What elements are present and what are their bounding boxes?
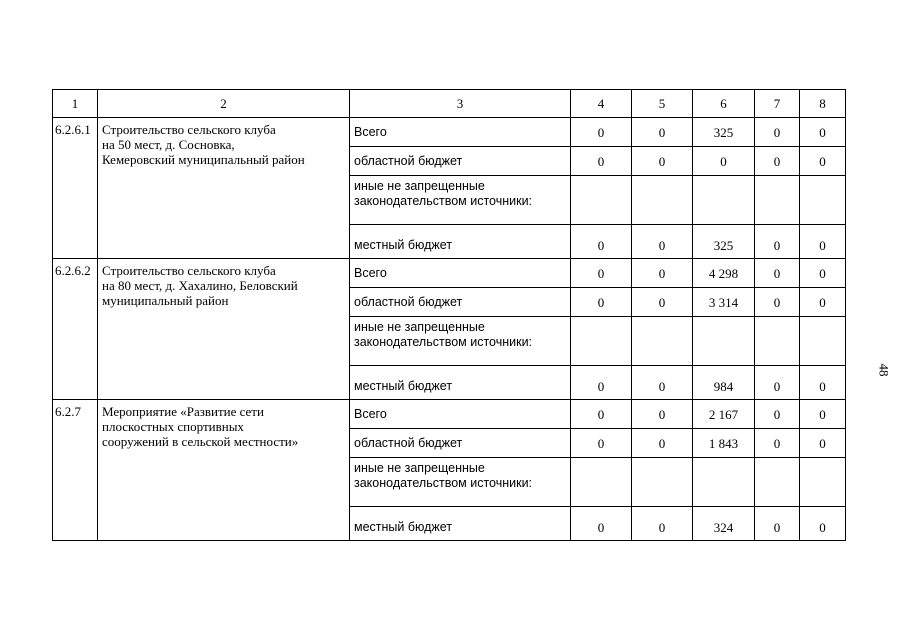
value-cell: 0 (632, 400, 693, 429)
value-cell (755, 317, 800, 366)
value-cell: 0 (571, 225, 632, 259)
value-cell: 0 (571, 259, 632, 288)
value-cell: 0 (632, 429, 693, 458)
value-cell (571, 458, 632, 507)
value-cell: 325 (693, 118, 755, 147)
value-cell: 0 (800, 507, 846, 541)
value-cell (693, 176, 755, 225)
header-cell: 2 (98, 90, 350, 118)
value-cell: 0 (632, 259, 693, 288)
item-name: Мероприятие «Развитие сети плоскостных спортивных сооружений в сельской местности» (98, 400, 350, 541)
value-cell: 4 298 (693, 259, 755, 288)
value-cell: 0 (800, 366, 846, 400)
funding-source: иные не запрещенные законодательством источники: (350, 176, 571, 225)
value-cell: 0 (571, 288, 632, 317)
funding-source: местный бюджет (350, 225, 571, 259)
value-cell (632, 458, 693, 507)
value-cell: 0 (755, 366, 800, 400)
value-cell: 0 (571, 507, 632, 541)
value-cell (632, 176, 693, 225)
value-cell (755, 458, 800, 507)
value-cell: 0 (571, 118, 632, 147)
value-cell: 0 (800, 118, 846, 147)
value-cell: 0 (755, 429, 800, 458)
funding-source: Всего (350, 259, 571, 288)
value-cell (632, 317, 693, 366)
table-row (53, 400, 846, 429)
header-cell: 1 (53, 90, 98, 118)
value-cell (755, 176, 800, 225)
value-cell: 1 843 (693, 429, 755, 458)
header-cell: 8 (800, 90, 846, 118)
header-cell: 4 (571, 90, 632, 118)
funding-source: областной бюджет (350, 147, 571, 176)
value-cell: 325 (693, 225, 755, 259)
value-cell: 0 (755, 400, 800, 429)
value-cell: 0 (632, 507, 693, 541)
value-cell: 0 (800, 259, 846, 288)
value-cell (800, 458, 846, 507)
value-cell: 0 (800, 288, 846, 317)
item-name: Строительство сельского клуба на 50 мест, д. Сосновка, Кемеровский муниципальный район (98, 118, 350, 259)
header-cell: 6 (693, 90, 755, 118)
funding-source: местный бюджет (350, 366, 571, 400)
value-cell: 0 (755, 507, 800, 541)
value-cell: 0 (755, 225, 800, 259)
page-number: 48 (876, 363, 892, 377)
value-cell (800, 317, 846, 366)
funding-source: Всего (350, 400, 571, 429)
value-cell: 0 (693, 147, 755, 176)
value-cell: 0 (800, 147, 846, 176)
funding-source: местный бюджет (350, 507, 571, 541)
item-code: 6.2.6.2 (53, 259, 98, 400)
value-cell (571, 176, 632, 225)
table-row (53, 259, 846, 288)
value-cell: 0 (571, 400, 632, 429)
value-cell: 0 (632, 225, 693, 259)
table-row (53, 118, 846, 147)
header-cell: 7 (755, 90, 800, 118)
value-cell: 0 (800, 225, 846, 259)
value-cell: 0 (632, 288, 693, 317)
value-cell: 0 (755, 259, 800, 288)
value-cell (693, 458, 755, 507)
value-cell: 0 (632, 147, 693, 176)
value-cell: 0 (632, 366, 693, 400)
header-cell: 5 (632, 90, 693, 118)
item-code: 6.2.7 (53, 400, 98, 541)
item-name: Строительство сельского клуба на 80 мест, д. Хахалино, Беловский муниципальный район (98, 259, 350, 400)
value-cell: 984 (693, 366, 755, 400)
value-cell: 0 (800, 400, 846, 429)
funding-source: областной бюджет (350, 429, 571, 458)
value-cell (571, 317, 632, 366)
value-cell: 0 (800, 429, 846, 458)
value-cell: 3 314 (693, 288, 755, 317)
value-cell: 0 (571, 147, 632, 176)
value-cell: 0 (571, 366, 632, 400)
value-cell: 2 167 (693, 400, 755, 429)
value-cell: 324 (693, 507, 755, 541)
value-cell: 0 (755, 288, 800, 317)
value-cell: 0 (632, 118, 693, 147)
budget-table (52, 89, 846, 541)
funding-source: иные не запрещенные законодательством источники: (350, 458, 571, 507)
value-cell (693, 317, 755, 366)
header-cell: 3 (350, 90, 571, 118)
value-cell: 0 (755, 147, 800, 176)
funding-source: областной бюджет (350, 288, 571, 317)
value-cell (800, 176, 846, 225)
item-code: 6.2.6.1 (53, 118, 98, 259)
value-cell: 0 (755, 118, 800, 147)
funding-source: иные не запрещенные законодательством источники: (350, 317, 571, 366)
header-row (53, 90, 846, 118)
funding-source: Всего (350, 118, 571, 147)
value-cell: 0 (571, 429, 632, 458)
